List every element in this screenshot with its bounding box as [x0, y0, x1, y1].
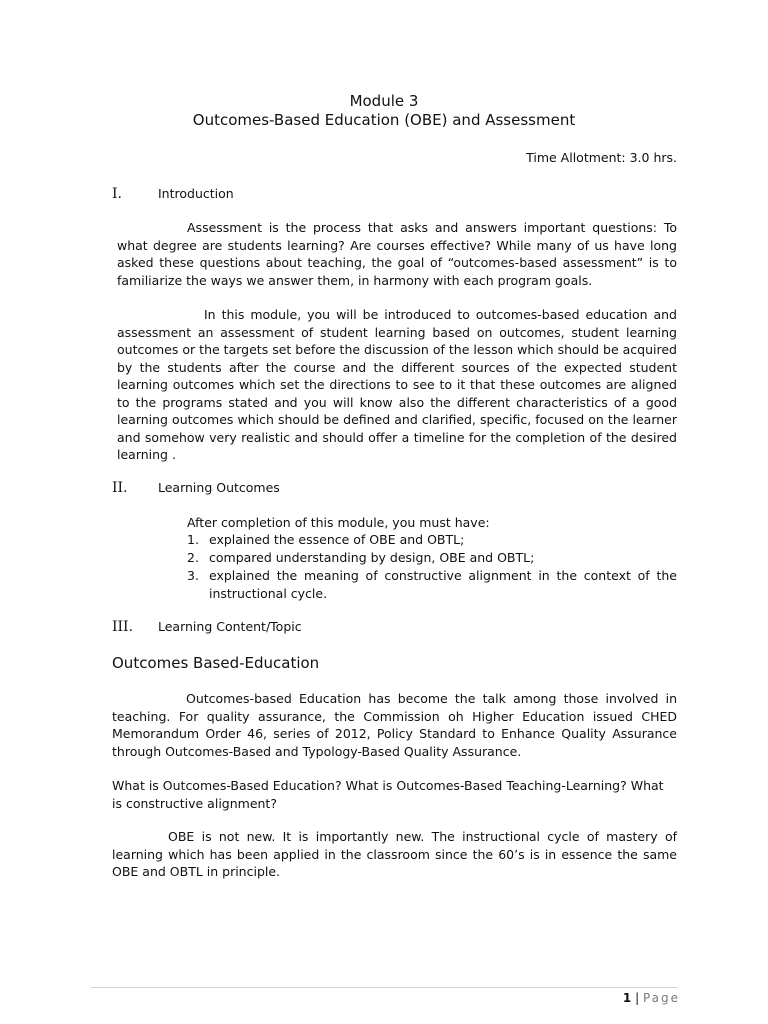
title-block: [0, 92, 768, 130]
page-number: 1: [622, 991, 632, 1005]
section-learning-content-heading: [112, 618, 412, 638]
list-item-text: explained the essence of OBE and OBTL;: [209, 532, 465, 547]
obe-subheading: Outcomes Based-Education: [112, 654, 320, 672]
section-introduction-heading: [112, 185, 412, 205]
page-footer: [500, 990, 680, 1006]
intro-paragraph-1: Assessment is the process that asks and answers important questions: To what degree are students learning? Are courses effective? While many of us have long asked these questions about teaching, the goal of “outcomes-based assessment” is to familiarize the ways we answer them, in harmony with each program goals.: [117, 220, 677, 288]
outcomes-intro: After completion of this module, you must have:: [187, 515, 490, 530]
intro-paragraph-2: In this module, you will be introduced to outcomes-based education and assessment an assessment of student learning based on outcomes, student learning outcomes or the targets set before the discussion of the lesson which should be acquired by the students after the course and the different sources of the expected student learning outcomes which set the directions to see to it that these outcomes are aligned to the programs stated and you will know also the different characteristics of a good learning outcomes which should be defined and clarified, specific, focused on the learner and somehow very realistic and should offer a timeline for the completion of the desired learning .: [117, 307, 677, 462]
page-word: Page: [642, 991, 680, 1005]
outcomes-list: [187, 531, 677, 603]
section-label: Learning Content/Topic: [158, 619, 302, 634]
section-label: Introduction: [158, 186, 234, 201]
time-allotment: Time Allotment: 3.0 hrs.: [526, 150, 677, 165]
list-item-number: 2.: [187, 550, 199, 565]
section-number: III.: [112, 619, 134, 635]
module-label: Module 3: [349, 92, 419, 110]
content-paragraph-1: Outcomes-based Education has become the talk among those involved in teaching. For quality assurance, the Commission oh Higher Education issued CHED Memorandum Order 46, series of 2012, Policy Standard to Enhance Quality Assurance through Outcomes-Based and Typology-Based Quality Assurance.: [112, 691, 677, 759]
list-item: [187, 549, 677, 567]
list-item-text: explained the meaning of constructive alignment in the context of the instructional cycle.: [209, 568, 677, 601]
list-item-number: 3.: [187, 568, 199, 583]
footer-divider: [91, 987, 678, 988]
list-item: [187, 567, 677, 603]
section-number: I.: [112, 186, 122, 202]
content-paragraph-2: What is Outcomes-Based Education? What is Outcomes-Based Teaching-Learning? What is constructive alignment?: [112, 778, 664, 811]
section-label: Learning Outcomes: [158, 480, 280, 495]
list-item: [187, 531, 677, 549]
list-item-text: compared understanding by design, OBE and OBTL;: [209, 550, 535, 565]
section-learning-outcomes-heading: [112, 479, 412, 499]
document-title: Outcomes-Based Education (OBE) and Assessment: [192, 111, 576, 129]
section-number: II.: [112, 480, 128, 496]
footer-separator: |: [635, 991, 640, 1005]
content-paragraph-3: OBE is not new. It is importantly new. The instructional cycle of mastery of learning which has been applied in the classroom since the 60’s is in essence the same OBE and OBTL in principle.: [112, 829, 677, 879]
list-item-number: 1.: [187, 532, 199, 547]
